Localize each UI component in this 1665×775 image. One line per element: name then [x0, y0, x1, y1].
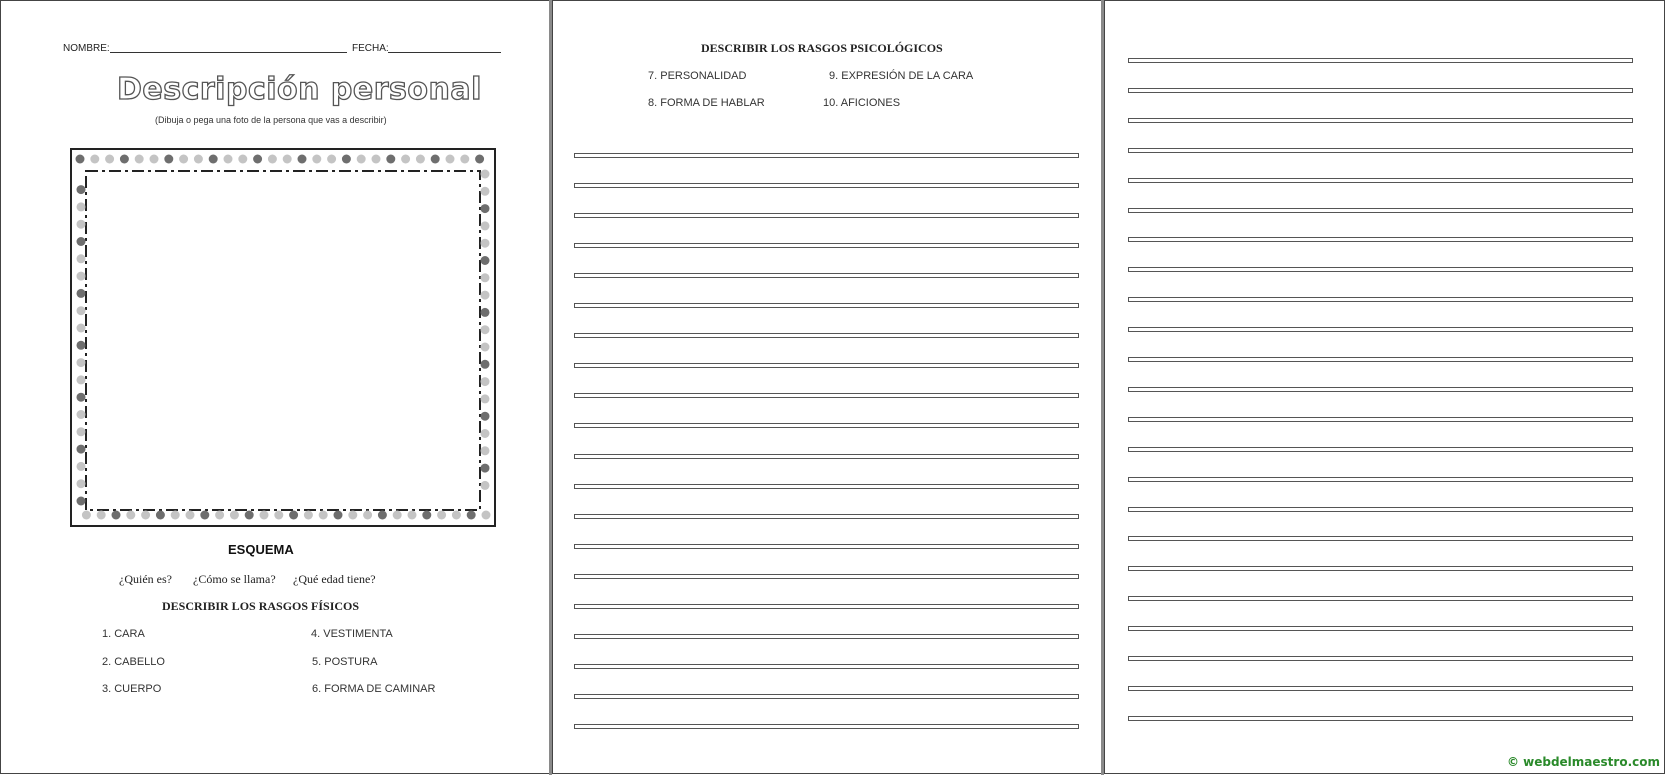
writing-line	[1128, 417, 1633, 422]
border-dot	[215, 511, 224, 520]
border-dot	[481, 377, 490, 386]
dash-dot-inner-border	[86, 171, 480, 510]
border-dot	[150, 155, 159, 164]
nombre-blank	[110, 52, 347, 53]
writing-line	[1128, 566, 1633, 571]
border-dot	[422, 511, 431, 520]
border-dot	[481, 446, 490, 455]
border-dot	[141, 511, 150, 520]
border-dot	[77, 427, 86, 436]
writing-line	[574, 183, 1079, 188]
writing-line	[574, 333, 1079, 338]
psicologicos-heading: DESCRIBIR LOS RASGOS PSICOLÓGICOS	[701, 41, 943, 55]
border-dot	[77, 462, 86, 471]
psico-item: 10. AFICIONES	[823, 97, 901, 109]
writing-line	[1128, 686, 1633, 691]
fisico-item: 5. POSTURA	[312, 656, 378, 668]
border-dot	[481, 481, 490, 490]
writing-line	[574, 393, 1079, 398]
psico-item: 7. PERSONALIDAD	[648, 70, 747, 82]
writing-line	[574, 724, 1079, 729]
border-dot	[253, 155, 262, 164]
border-dot	[481, 291, 490, 300]
border-dot	[238, 155, 247, 164]
border-dot	[348, 511, 357, 520]
border-dot	[77, 393, 86, 402]
border-dot	[481, 360, 490, 369]
writing-line	[1128, 208, 1633, 213]
question-edad: ¿Qué edad tiene?	[293, 572, 376, 586]
border-dot	[77, 375, 86, 384]
writing-line	[1128, 297, 1633, 302]
border-dot	[482, 511, 491, 520]
fisico-item: 2. CABELLO	[102, 656, 165, 668]
border-dot	[77, 202, 86, 211]
fisico-item: 4. VESTIMENTA	[311, 628, 393, 640]
worksheet-page-3	[1104, 0, 1665, 774]
writing-line	[574, 544, 1079, 549]
border-dot	[126, 511, 135, 520]
border-dot	[481, 394, 490, 403]
border-dot	[342, 155, 351, 164]
writing-line	[1128, 148, 1633, 153]
writing-line	[1128, 88, 1633, 93]
esquema-heading: ESQUEMA	[228, 542, 294, 557]
writing-line	[1128, 357, 1633, 362]
border-dot	[105, 155, 114, 164]
writing-line	[574, 363, 1079, 368]
writing-line	[574, 514, 1079, 519]
border-dot	[260, 511, 269, 520]
border-dot	[224, 155, 233, 164]
writing-line	[1128, 596, 1633, 601]
border-dot	[416, 155, 425, 164]
border-dot	[135, 155, 144, 164]
writing-line	[1128, 58, 1633, 63]
border-dot	[393, 511, 402, 520]
border-dot	[481, 308, 490, 317]
writing-line	[1128, 178, 1633, 183]
border-dot	[481, 256, 490, 265]
border-dot	[481, 221, 490, 230]
fecha-blank	[388, 52, 501, 53]
border-dot	[357, 155, 366, 164]
fisico-item: 1. CARA	[102, 628, 145, 640]
border-dot	[312, 155, 321, 164]
border-dot	[378, 511, 387, 520]
border-dot	[77, 497, 86, 506]
nombre-label: NOMBRE:	[63, 43, 110, 54]
border-dot	[77, 445, 86, 454]
fisicos-heading: DESCRIBIR LOS RASGOS FÍSICOS	[162, 599, 360, 613]
border-dot	[386, 155, 395, 164]
border-dot	[156, 511, 165, 520]
border-dot	[268, 155, 277, 164]
border-dot	[245, 511, 254, 520]
writing-line	[574, 303, 1079, 308]
border-dot	[481, 273, 490, 282]
border-dot	[481, 343, 490, 352]
border-dot	[401, 155, 410, 164]
border-dot	[437, 511, 446, 520]
border-dot	[481, 429, 490, 438]
fisico-item: 6. FORMA DE CAMINAR	[312, 683, 436, 695]
border-dot	[334, 511, 343, 520]
border-dot	[82, 511, 91, 520]
border-dot	[77, 289, 86, 298]
writing-line	[1128, 237, 1633, 242]
border-dot	[481, 170, 490, 179]
writing-line	[1128, 656, 1633, 661]
psico-item: 9. EXPRESIÓN DE LA CARA	[829, 70, 974, 82]
writing-line	[1128, 536, 1633, 541]
border-dot	[77, 306, 86, 315]
border-dot	[77, 220, 86, 229]
writing-line	[574, 604, 1079, 609]
writing-line	[1128, 716, 1633, 721]
psico-item: 8. FORMA DE HABLAR	[648, 97, 765, 109]
border-dot	[304, 511, 313, 520]
writing-line	[1128, 387, 1633, 392]
writing-line	[1128, 447, 1633, 452]
border-dot	[481, 187, 490, 196]
border-dot	[164, 155, 173, 164]
border-dot	[90, 155, 99, 164]
border-dot	[327, 155, 336, 164]
border-dot	[77, 410, 86, 419]
border-dot	[481, 325, 490, 334]
border-dot	[77, 358, 86, 367]
writing-line	[574, 243, 1079, 248]
border-dot	[120, 155, 129, 164]
writing-line	[574, 273, 1079, 278]
border-dot	[77, 254, 86, 263]
border-dot	[431, 155, 440, 164]
border-dot	[446, 155, 455, 164]
question-como: ¿Cómo se llama?	[193, 572, 276, 586]
question-quien: ¿Quién es?	[119, 572, 172, 586]
border-dot	[200, 511, 209, 520]
border-dot	[77, 272, 86, 281]
writing-line	[574, 664, 1079, 669]
footer-copyright: © webdelmaestro.com	[1506, 755, 1660, 769]
border-dot	[77, 237, 86, 246]
border-dot	[481, 412, 490, 421]
border-dot	[481, 204, 490, 213]
writing-line	[574, 213, 1079, 218]
worksheet-page-1	[0, 0, 550, 774]
border-dot	[460, 155, 469, 164]
border-dot	[186, 511, 195, 520]
border-dot	[475, 155, 484, 164]
writing-line	[1128, 267, 1633, 272]
border-dot	[77, 479, 86, 488]
border-dot	[283, 155, 292, 164]
border-dot	[230, 511, 239, 520]
border-dot	[481, 239, 490, 248]
dotted-border	[72, 150, 494, 525]
border-dot	[112, 511, 121, 520]
writing-line	[1128, 626, 1633, 631]
border-dot	[298, 155, 307, 164]
fecha-label: FECHA:	[352, 43, 389, 54]
border-dot	[467, 511, 476, 520]
border-dot	[289, 511, 298, 520]
border-dot	[209, 155, 218, 164]
border-dot	[77, 185, 86, 194]
writing-line	[574, 153, 1079, 158]
writing-line	[1128, 327, 1633, 332]
border-dot	[452, 511, 461, 520]
writing-line	[574, 423, 1079, 428]
border-dot	[179, 155, 188, 164]
border-dot	[97, 511, 106, 520]
border-dot	[319, 511, 328, 520]
border-dot	[194, 155, 203, 164]
border-dot	[77, 324, 86, 333]
writing-line	[574, 484, 1079, 489]
photo-frame	[70, 148, 496, 527]
writing-line	[1128, 507, 1633, 512]
border-dot	[372, 155, 381, 164]
border-dot	[408, 511, 417, 520]
writing-line	[1128, 118, 1633, 123]
fisico-item: 3. CUERPO	[102, 683, 162, 695]
border-dot	[363, 511, 372, 520]
writing-line	[574, 694, 1079, 699]
writing-line	[574, 634, 1079, 639]
writing-line	[574, 574, 1079, 579]
border-dot	[481, 464, 490, 473]
worksheet-page-2	[552, 0, 1102, 774]
border-dot	[77, 341, 86, 350]
border-dot	[171, 511, 180, 520]
border-dot	[76, 155, 85, 164]
border-dot	[274, 511, 283, 520]
writing-line	[574, 454, 1079, 459]
page-title: Descripción personal	[117, 72, 482, 107]
subtitle: (Dibuja o pega una foto de la persona que vas a describir)	[155, 115, 387, 125]
writing-line	[1128, 477, 1633, 482]
